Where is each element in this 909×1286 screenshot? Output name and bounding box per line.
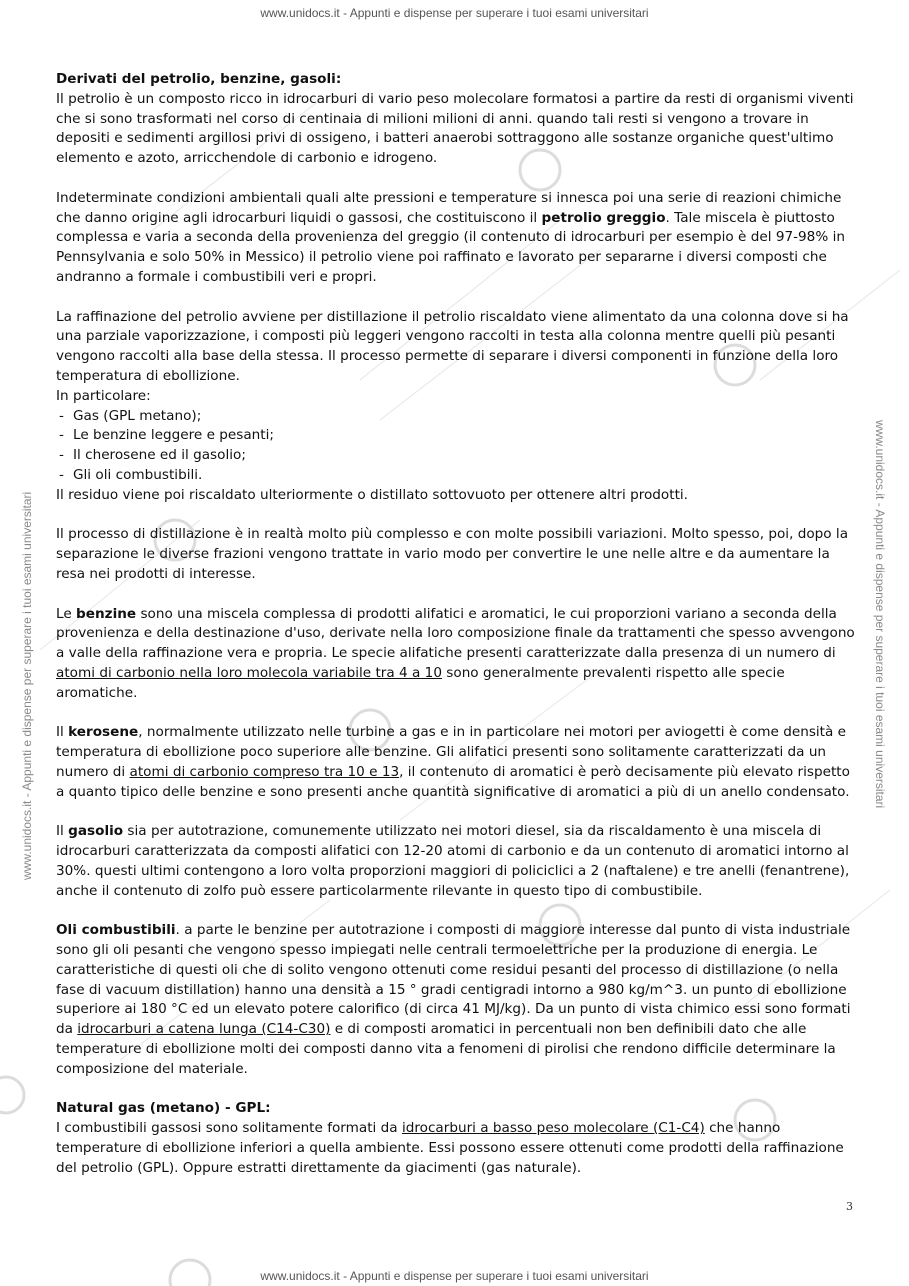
section-heading-derivati: Derivati del petrolio, benzine, gasoli: xyxy=(56,71,342,87)
list-item: - Gli oli combustibili. xyxy=(56,466,856,486)
paragraph-petrolio-origine: Il petrolio è un composto ricco in idrocarburi di vario peso molecolare formatosi a partire da resti di organismi viventi che si sono trasformati nel corso di centinaia di milioni milioni di anni. quando tali resti si vengono a trovare in depositi e sedimenti argillosi privi di ossigeno, i batteri anaerobi sottraggono alle sostanze organiche quest'ultimo elemento e azoto, arricchendole di carbonio e idrogeno. xyxy=(56,90,854,167)
watermark-left: www.unidocs.it - Appunti e dispense per superare i tuoi esami universitari xyxy=(20,491,34,880)
watermark-top: www.unidocs.it - Appunti e dispense per superare i tuoi esami universitari xyxy=(260,6,649,20)
watermark-right: www.unidocs.it - Appunti e dispense per superare i tuoi esami universitari xyxy=(873,420,887,809)
paragraph-petrolio-greggio: Indeterminate condizioni ambientali quali alte pressioni e temperature si innesca poi una serie di reazioni chimiche che danno origine agli idrocarburi liquidi o gassosi, che costituiscono il petrolio greggio. Tale miscela è piuttosto complessa e varia a seconda della provenienza del greggio (il contenuto di idrocarburi per esempio è del 97-98% in Pennsylvania e solo 50% in Messico) il petrolio viene poi raffinato e lavorato per separarne i diversi composti che andranno a formale i combustibili veri e propri. xyxy=(56,189,845,285)
paragraph-distillazione: Il processo di distillazione è in realtà molto più complesso e con molte possibili variazioni. Molto spesso, poi, dopo la separazione le diverse frazioni vengono trattate in vario modo per convertire le une nelle altre e da aumentare la resa nei prodotti di interesse. xyxy=(56,526,849,582)
paragraph-natural-gas: I combustibili gassosi sono solitamente formati da idrocarburi a basso peso molecolare (C1-C4) che hanno temperature di ebollizione inferiori a quella ambiente. Essi possono essere ottenuti come prodotti della raffinazione del petrolio (GPL). Oppure estratti direttamente da giacimenti (gas naturale). xyxy=(56,1120,844,1176)
underline-atomi-benzine: atomi di carbonio nella loro molecola variabile tra 4 a 10 xyxy=(56,664,442,681)
list-intro: In particolare: xyxy=(56,387,151,404)
paragraph-benzine: Le benzine sono una miscela complessa di prodotti alifatici e aromatici, le cui proporzioni variano a seconda della provenienza e della destinazione d'uso, derivate nella loro composizione finale da trattamenti che spesso avvengono a valle della raffinazione vera e propria. Le specie alifatiche presenti caratterizzate dalla presenza di un numero di atomi di carbonio nella loro molecola variabile tra 4 a 10 sono generalmente prevalenti rispetto alle specie aromatiche. xyxy=(56,605,855,701)
page-number: 3 xyxy=(846,1200,853,1213)
paragraph-raffinazione: La raffinazione del petrolio avviene per distillazione il petrolio riscaldato viene alimentato da una colonna dove si ha una parziale vaporizzazione, i composti più leggeri vengono raccolti in testa alla colonna mentre quelli più pesanti vengono raccolti alla base della stessa. Il processo permette di separare i diversi componenti in funzione della loro temperatura di ebollizione. xyxy=(56,308,849,384)
watermark-bottom: www.unidocs.it - Appunti e dispense per superare i tuoi esami universitari xyxy=(260,1269,649,1283)
list-item: - Il cherosene ed il gasolio; xyxy=(56,446,856,466)
term-kerosene: kerosene xyxy=(68,724,139,741)
fractions-list xyxy=(56,407,856,486)
paragraph-residuo: Il residuo viene poi riscaldato ulteriormente o distillato sottovuoto per ottenere altri prodotti. xyxy=(56,486,689,503)
paragraph-kerosene: Il kerosene, normalmente utilizzato nelle turbine a gas e in in particolare nei motori per aviogetti è come densità e temperatura di ebollizione poco superiore alle benzine. Gli alifatici presenti sono solitamente caratterizzati da un numero di atomi di carbonio compreso tra 10 e 13, il contenuto di aromatici è però decisamente più elevato rispetto a quanto tipico delle benzine e sono presenti anche quantità significative di aromatici a più di un anello condensato. xyxy=(56,724,850,800)
underline-basso-peso: idrocarburi a basso peso molecolare (C1-C4) xyxy=(401,1120,705,1137)
section-heading-natural-gas: Natural gas (metano) - GPL: xyxy=(56,1100,271,1117)
term-benzine: benzine xyxy=(76,605,137,622)
term-petrolio-greggio: petrolio greggio xyxy=(541,209,666,226)
underline-catena-lunga: idrocarburi a catena lunga (C14-C30) xyxy=(77,1021,331,1038)
underline-atomi-kerosene: atomi di carbonio compreso tra 10 e 13 xyxy=(129,763,400,780)
paragraph-oli-combustibili: Oli combustibili. a parte le benzine per autotrazione i composti di maggiore interesse dal punto di vista industriale sono gli oli pesanti che vengono spesso impiegati nelle centrali termoelettriche per la produzione di energia. Le caratteristiche di questi oli che di solito vengono ottenuti come residui pesanti del processo di distillazione (o nella fase di vacuum distillation) hanno una densità a 15 ° gradi centigradi intorno a 980 kg/m^3. un punto di ebollizione superiore ai 180 °C ed un elevato potere calorifico (di circa 41 MJ/kg). Da un punto di vista chimico essi sono formati da idrocarburi a catena lunga (C14-C30) e di composti aromatici in percentuali non ben definibili dato che alle temperature di ebollizione molti dei composti danno vita a fenomeni di pirolisi che rendono difficile determinare la composizione del materiale. xyxy=(56,922,851,1077)
document-body xyxy=(56,70,856,1179)
list-item: - Gas (GPL metano); xyxy=(56,407,856,427)
paragraph-gasolio: Il gasolio sia per autotrazione, comunemente utilizzato nei motori diesel, sia da riscaldamento è una miscela di idrocarburi caratterizzata da composti alifatici con 12-20 atomi di carbonio e da un contenuto di aromatici intorno al 30%. questi ultimi contengono a loro volta proporzioni maggiori di policiclici a 2 (naftalene) e tre anelli (fenantrene), anche il contenuto di zolfo può essere particolarmente rilevante in questo tipo di combustibile. xyxy=(56,823,850,899)
list-item: - Le benzine leggere e pesanti; xyxy=(56,426,856,446)
term-oli-combustibili: Oli combustibili xyxy=(56,922,176,939)
term-gasolio: gasolio xyxy=(68,823,124,840)
